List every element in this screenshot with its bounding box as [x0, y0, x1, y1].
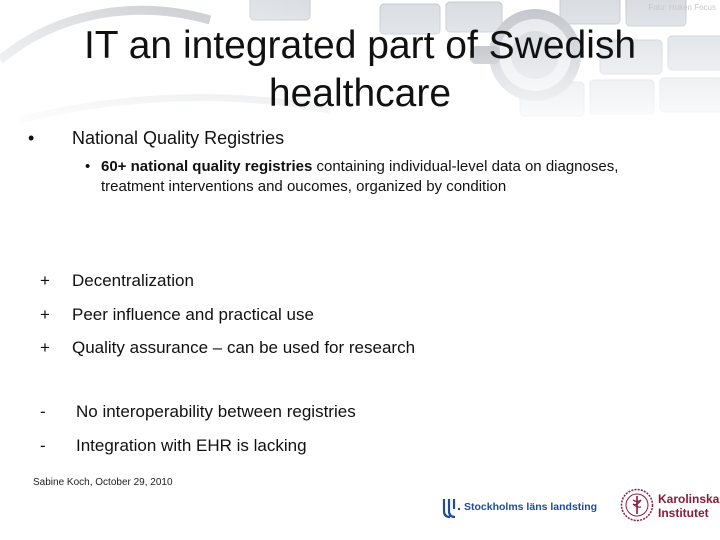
slide-title	[0, 22, 720, 118]
pro-text: Peer influence and practical use	[72, 305, 314, 324]
bullet-text: National Quality Registries	[72, 128, 285, 148]
plus-marker: +	[40, 305, 50, 324]
pro-text: Quality assurance – can be used for research	[72, 338, 416, 357]
pro-text: Decentralization	[72, 271, 194, 290]
con-text: Integration with EHR is lacking	[76, 436, 307, 455]
ki-logo-text	[658, 492, 719, 520]
sll-mark-icon	[440, 497, 462, 519]
sub-bullet-marker: •	[85, 158, 91, 175]
title-line-2: healthcare	[268, 72, 452, 115]
minus-marker: -	[40, 436, 46, 455]
bullet-marker: •	[28, 128, 35, 148]
sll-logo	[440, 497, 615, 521]
plus-marker: +	[40, 271, 50, 290]
sub-bullet-bold: 60+ national quality registries	[101, 158, 313, 175]
sub-bullet-rest: containing individual-level data on diagnoses, treatment interventions and oucomes, organized by condition	[101, 158, 619, 195]
plus-marker: +	[40, 338, 50, 357]
sub-bullet-text	[101, 157, 641, 197]
ki-logo	[620, 484, 720, 534]
ki-line-2: Institutet	[658, 506, 709, 520]
con-text: No interoperability between registries	[76, 402, 356, 421]
ki-line-1: Karolinska	[658, 492, 720, 506]
photo-credit: Foto: Hoken Focus	[648, 3, 716, 12]
ki-seal-icon	[620, 488, 654, 522]
minus-marker: -	[40, 402, 46, 421]
sll-logo-text: Stockholms läns landsting	[464, 501, 598, 513]
footer-author: Sabine Koch, October 29, 2010	[33, 477, 173, 488]
title-line-1: IT an integrated part of Swedish	[83, 24, 637, 67]
